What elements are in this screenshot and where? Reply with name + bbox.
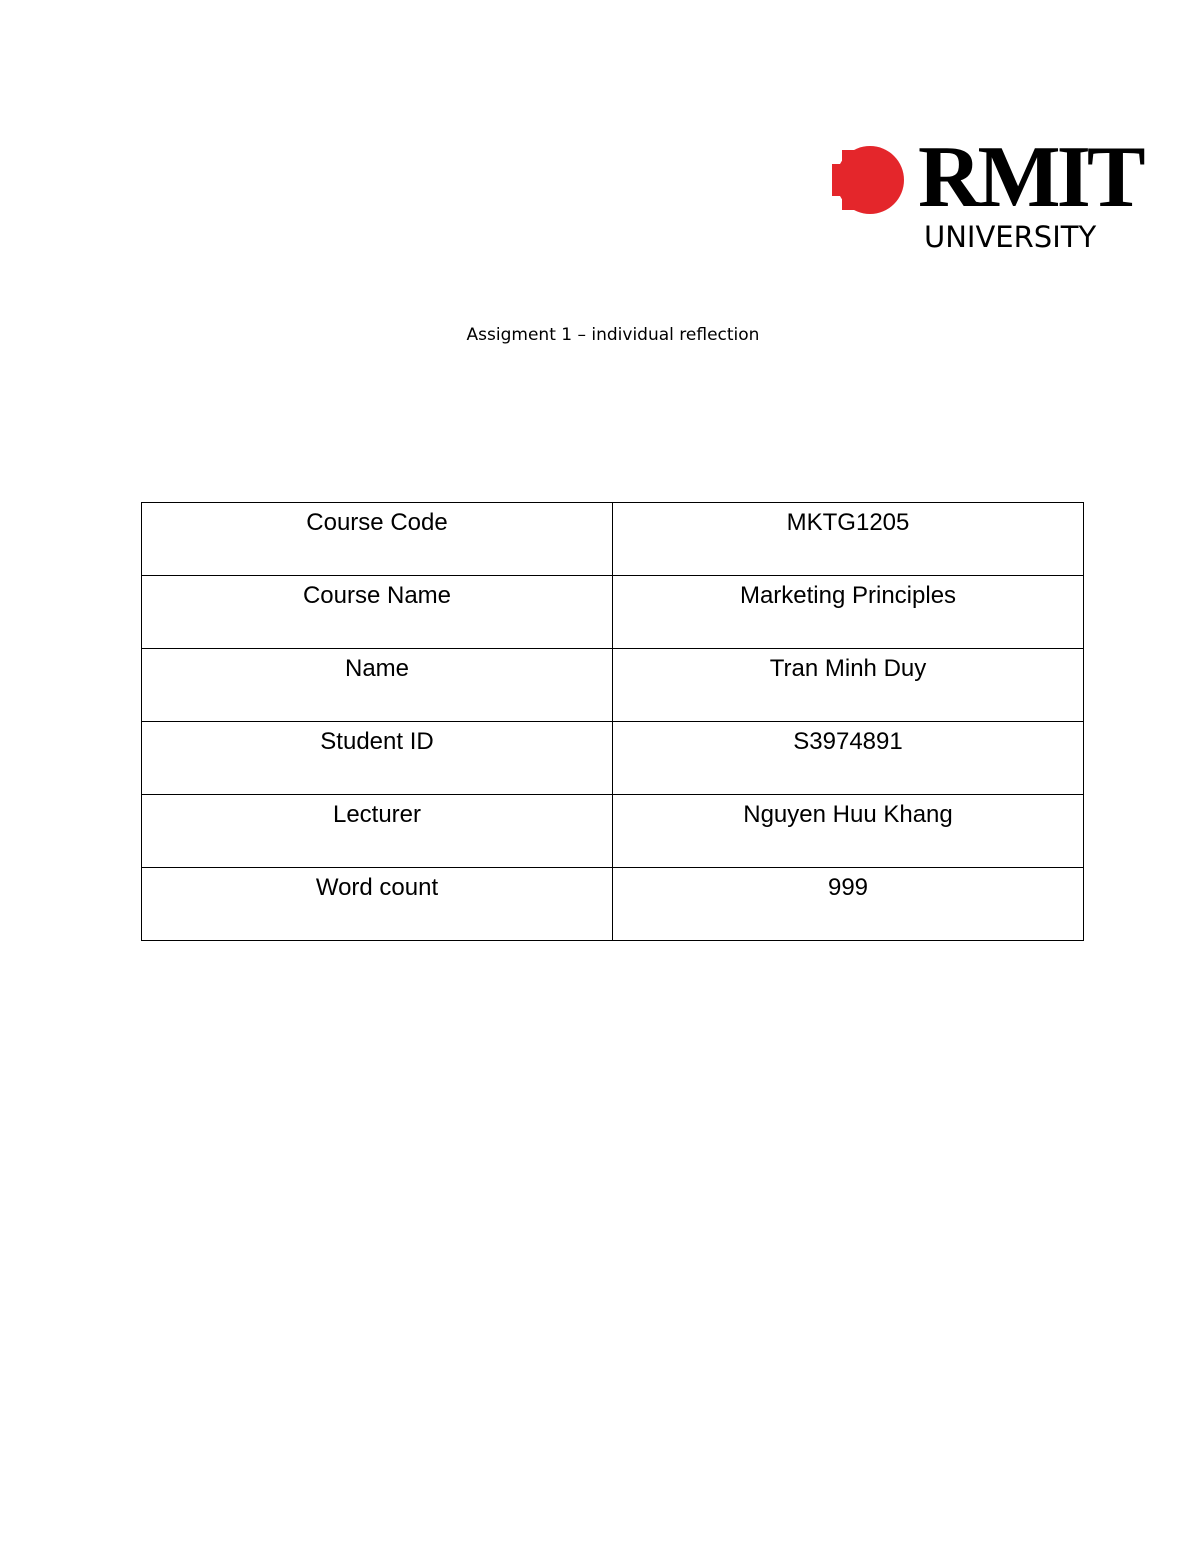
table-row (142, 503, 1084, 576)
row-label: Lecturer (142, 795, 613, 868)
row-value: Marketing Principles (613, 576, 1084, 649)
row-label: Name (142, 649, 613, 722)
course-info-table (141, 502, 1084, 941)
row-value: S3974891 (613, 722, 1084, 795)
table-row (142, 649, 1084, 722)
table-row (142, 868, 1084, 941)
table-row (142, 722, 1084, 795)
row-label: Course Code (142, 503, 613, 576)
rmit-pixel-logo-icon (828, 140, 908, 220)
row-label: Course Name (142, 576, 613, 649)
rmit-university-logo (828, 129, 1148, 260)
row-label: Word count (142, 868, 613, 941)
table-row (142, 576, 1084, 649)
row-value: 999 (613, 868, 1084, 941)
row-label: Student ID (142, 722, 613, 795)
row-value: Tran Minh Duy (613, 649, 1084, 722)
logo-subtitle: UNIVERSITY (924, 220, 1097, 254)
logo-wordmark: RMIT (918, 129, 1142, 226)
document-title: Assigment 1 – individual reflection (466, 325, 760, 345)
table-row (142, 795, 1084, 868)
row-value: MKTG1205 (613, 503, 1084, 576)
row-value: Nguyen Huu Khang (613, 795, 1084, 868)
